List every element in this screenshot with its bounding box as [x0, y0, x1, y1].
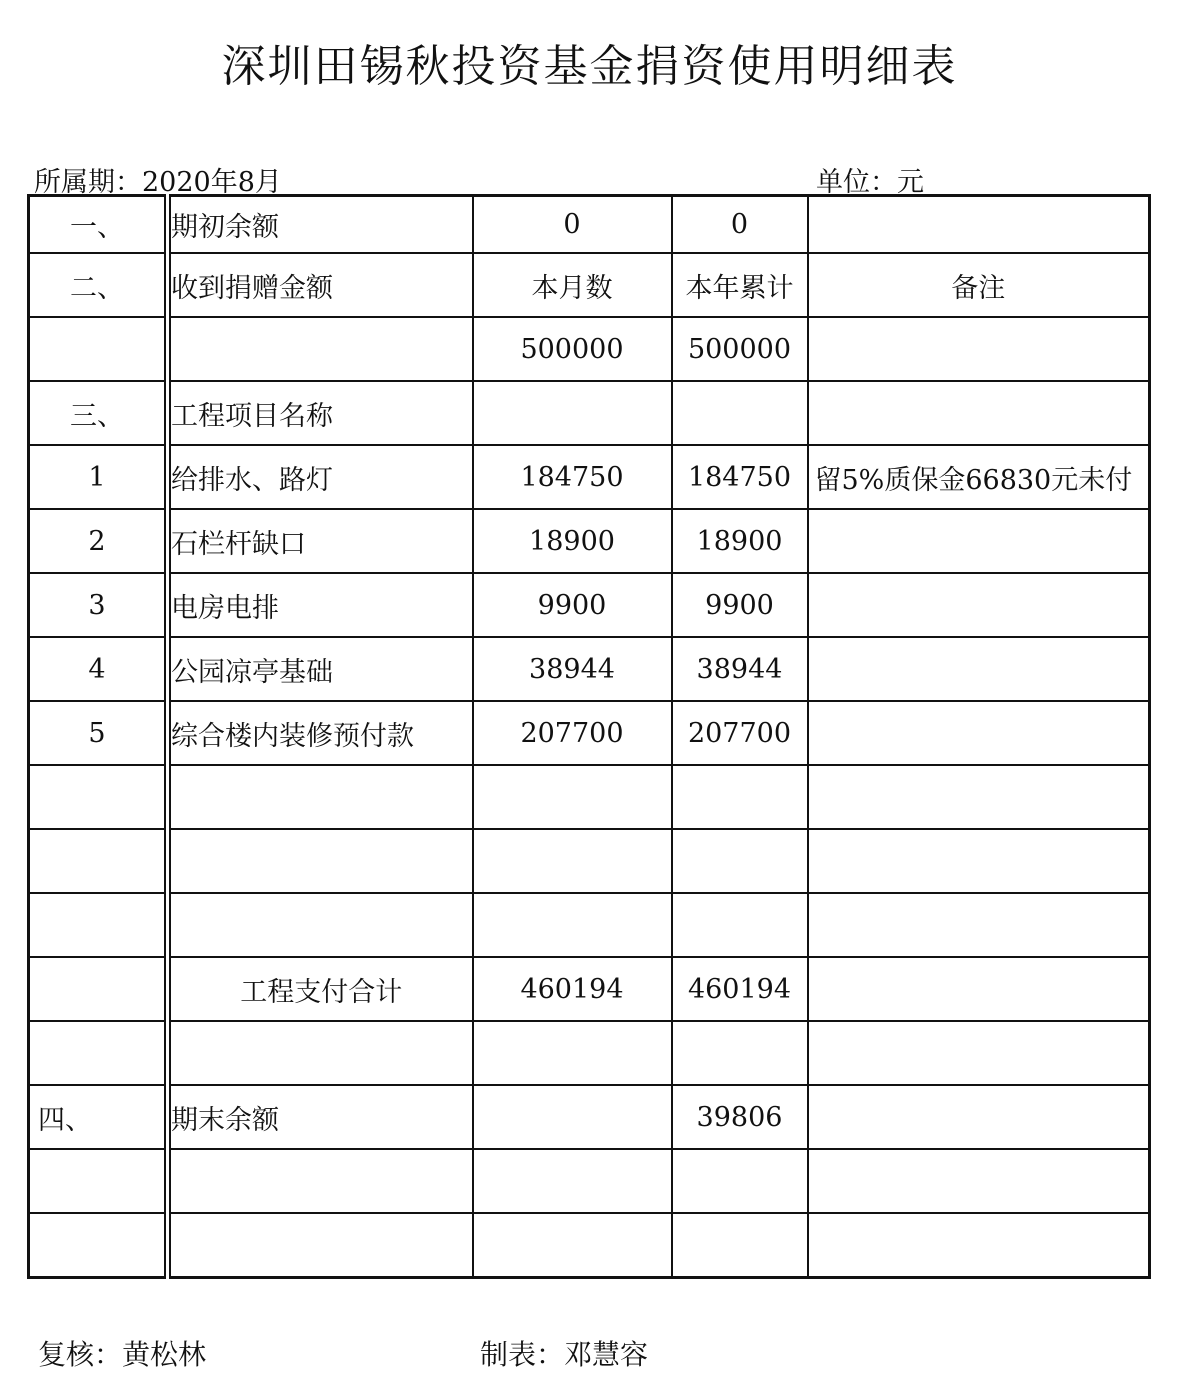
table-row	[29, 253, 1150, 317]
row-number	[29, 957, 168, 1021]
row-number	[29, 829, 168, 893]
row-number: 4	[29, 637, 168, 701]
item-name: 电房电排	[168, 573, 473, 637]
monthly-amount: 38944	[473, 637, 672, 701]
table-row	[29, 196, 1150, 254]
monthly-amount: 500000	[473, 317, 672, 381]
remark	[808, 893, 1150, 957]
table-row	[29, 1085, 1150, 1149]
item-name	[168, 765, 473, 829]
table-row	[29, 829, 1150, 893]
item-name	[168, 1149, 473, 1213]
reviewer-label: 复核：黄松林	[38, 1338, 207, 1371]
monthly-amount: 460194	[473, 957, 672, 1021]
yearly-amount: 39806	[672, 1085, 808, 1149]
item-name	[168, 893, 473, 957]
row-number: 3	[29, 573, 168, 637]
table-row	[29, 1149, 1150, 1213]
item-name: 工程项目名称	[168, 381, 473, 445]
remark	[808, 829, 1150, 893]
row-number	[29, 1213, 168, 1278]
remark	[808, 381, 1150, 445]
document-title: 深圳田锡秋投资基金捐资使用明细表	[221, 41, 958, 92]
monthly-amount	[473, 1085, 672, 1149]
item-name: 给排水、路灯	[168, 445, 473, 509]
monthly-amount	[473, 1021, 672, 1085]
row-number	[29, 1021, 168, 1085]
row-number: 2	[29, 509, 168, 573]
remark	[808, 957, 1150, 1021]
row-number	[29, 317, 168, 381]
yearly-amount	[672, 1149, 808, 1213]
item-name	[168, 1021, 473, 1085]
row-number: 1	[29, 445, 168, 509]
item-name: 公园凉亭基础	[168, 637, 473, 701]
item-name: 期初余额	[168, 196, 473, 254]
yearly-amount	[672, 1021, 808, 1085]
yearly-amount	[672, 829, 808, 893]
yearly-amount	[672, 765, 808, 829]
yearly-amount	[672, 893, 808, 957]
column-header-yearly: 本年累计	[672, 253, 808, 317]
table-row	[29, 445, 1150, 509]
table-row	[29, 317, 1150, 381]
total-label: 工程支付合计	[168, 957, 473, 1021]
table-row	[29, 381, 1150, 445]
monthly-amount: 18900	[473, 509, 672, 573]
table-row	[29, 765, 1150, 829]
remark	[808, 317, 1150, 381]
row-number: 5	[29, 701, 168, 765]
yearly-amount: 500000	[672, 317, 808, 381]
yearly-amount: 18900	[672, 509, 808, 573]
table-row	[29, 1021, 1150, 1085]
row-number	[29, 893, 168, 957]
column-header-remark: 备注	[808, 253, 1150, 317]
remark	[808, 509, 1150, 573]
table-row	[29, 1213, 1150, 1278]
remark	[808, 196, 1150, 254]
monthly-amount	[473, 765, 672, 829]
donation-usage-table	[27, 194, 1151, 1279]
table-row	[29, 509, 1150, 573]
item-name: 期末余额	[168, 1085, 473, 1149]
table-row	[29, 573, 1150, 637]
item-name: 收到捐赠金额	[168, 253, 473, 317]
item-name	[168, 1213, 473, 1278]
row-number: 二、	[29, 253, 168, 317]
yearly-amount	[672, 1213, 808, 1278]
monthly-amount	[473, 829, 672, 893]
yearly-amount: 9900	[672, 573, 808, 637]
row-number	[29, 765, 168, 829]
monthly-amount: 184750	[473, 445, 672, 509]
monthly-amount: 207700	[473, 701, 672, 765]
monthly-amount	[473, 1213, 672, 1278]
row-number: 一、	[29, 196, 168, 254]
remark	[808, 701, 1150, 765]
yearly-amount: 207700	[672, 701, 808, 765]
monthly-amount	[473, 893, 672, 957]
remark	[808, 1149, 1150, 1213]
item-name	[168, 829, 473, 893]
item-name: 石栏杆缺口	[168, 509, 473, 573]
remark: 留5%质保金66830元未付	[808, 445, 1150, 509]
item-name: 综合楼内装修预付款	[168, 701, 473, 765]
remark	[808, 1085, 1150, 1149]
yearly-amount: 0	[672, 196, 808, 254]
remark	[808, 765, 1150, 829]
yearly-amount	[672, 381, 808, 445]
remark	[808, 1021, 1150, 1085]
table-row	[29, 957, 1150, 1021]
row-number: 三、	[29, 381, 168, 445]
row-number: 四、	[29, 1085, 168, 1149]
row-number	[29, 1149, 168, 1213]
monthly-amount	[473, 381, 672, 445]
yearly-amount: 184750	[672, 445, 808, 509]
monthly-amount	[473, 1149, 672, 1213]
table-row	[29, 637, 1150, 701]
period-label: 所属期：2020年8月	[34, 167, 282, 198]
monthly-amount: 0	[473, 196, 672, 254]
remark	[808, 573, 1150, 637]
monthly-amount: 9900	[473, 573, 672, 637]
yearly-amount: 38944	[672, 637, 808, 701]
yearly-amount: 460194	[672, 957, 808, 1021]
column-header-monthly: 本月数	[473, 253, 672, 317]
preparer-label: 制表：邓慧容	[480, 1338, 649, 1371]
remark	[808, 1213, 1150, 1278]
unit-label: 单位：元	[816, 167, 924, 198]
remark	[808, 637, 1150, 701]
item-name	[168, 317, 473, 381]
table-row	[29, 701, 1150, 765]
table-row	[29, 893, 1150, 957]
